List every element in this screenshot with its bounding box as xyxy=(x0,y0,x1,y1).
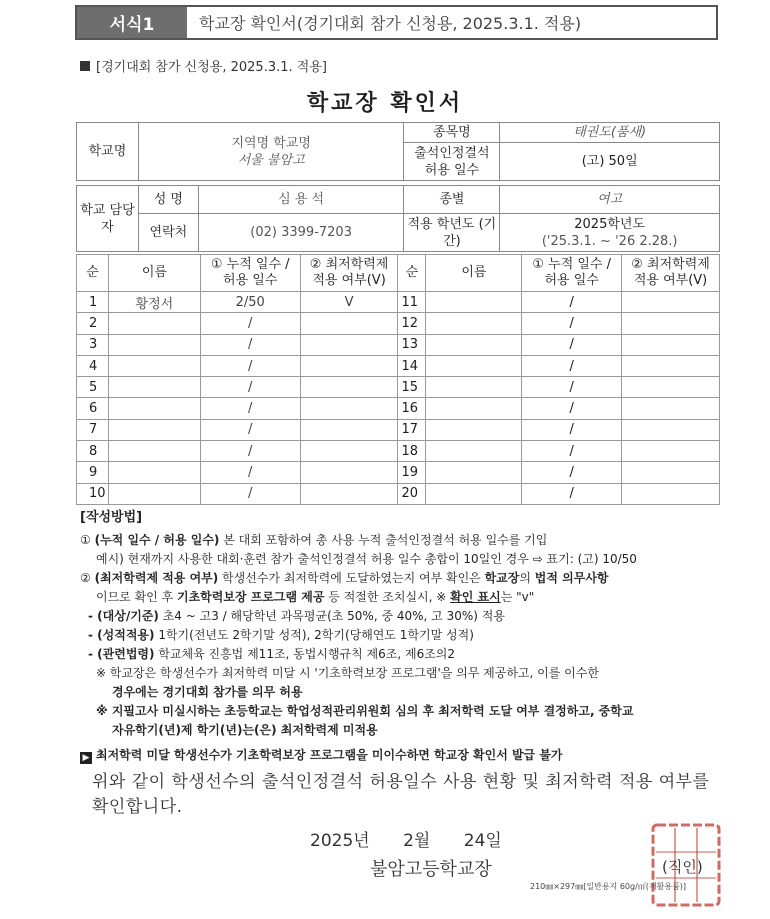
row-name2 xyxy=(426,313,522,334)
row-min xyxy=(300,483,398,504)
event-value: 태권도(품새) xyxy=(500,123,720,143)
row-no: 4 xyxy=(77,355,109,376)
row-no2: 17 xyxy=(398,419,426,440)
i2-bold-b: 학교장 xyxy=(484,571,520,585)
b3-bold: - (관련법령) xyxy=(88,647,155,661)
i2-l2-b: 등 적절한 조치실시, ※ xyxy=(324,590,451,604)
row-days: / xyxy=(200,398,300,419)
subheading-text: [경기대회 참가 신청용, 2025.3.1. 적용] xyxy=(96,60,327,75)
row-no: 8 xyxy=(77,441,109,462)
row-min2 xyxy=(622,334,720,355)
instruction-2 xyxy=(80,569,720,588)
row-name xyxy=(108,313,200,334)
row-days: / xyxy=(200,462,300,483)
table-row xyxy=(77,377,720,398)
date-month: 2월 xyxy=(403,831,431,851)
col-no2-header: 순 xyxy=(398,255,426,292)
year-label: 적용 학년도 (기간) xyxy=(404,214,500,252)
row-no2: 14 xyxy=(398,355,426,376)
row-name2 xyxy=(426,462,522,483)
instruction-1-example: 예시) 현재까지 사용한 대회·훈련 참가 출석인정결석 허용 일수 총합이 10일인 경우 ⇨ 표기: (고) 10/50 xyxy=(96,552,637,566)
row-days2: / xyxy=(522,483,622,504)
row-days2: / xyxy=(522,441,622,462)
num-1: ① xyxy=(80,533,91,547)
b2-text: 1학기(전년도 2학기말 성적), 2학기(당해연도 1학기말 성적) xyxy=(154,628,474,642)
school-cell xyxy=(138,123,404,181)
date-line xyxy=(310,826,530,851)
row-days2: / xyxy=(522,377,622,398)
col-min2-header: ② 최저학력제 적용 여부(V) xyxy=(622,255,720,292)
seal-label: (직인) xyxy=(662,858,703,876)
attendance-label: 출석인정결석 허용 일수 xyxy=(404,143,500,181)
row-min xyxy=(300,334,398,355)
row-name xyxy=(108,441,200,462)
row-no: 9 xyxy=(77,462,109,483)
col-min-header: ② 최저학력제 적용 여부(V) xyxy=(300,255,398,292)
date-day: 24일 xyxy=(463,831,502,851)
row-days2: / xyxy=(522,313,622,334)
row-name xyxy=(108,398,200,419)
row-no: 3 xyxy=(77,334,109,355)
i2-text-a: 학생선수가 최저학력에 도달하였는지 여부 확인은 xyxy=(218,571,485,585)
row-min xyxy=(300,377,398,398)
name-label: 성 명 xyxy=(138,186,198,214)
row-days: / xyxy=(200,419,300,440)
attendance-value: (고) 50일 xyxy=(500,143,720,181)
row-no2: 15 xyxy=(398,377,426,398)
year-value: 2025학년도 xyxy=(574,216,646,232)
instruction-2-line2 xyxy=(80,588,720,607)
row-days2: / xyxy=(522,462,622,483)
row-min2 xyxy=(622,292,720,313)
row-no2: 16 xyxy=(398,398,426,419)
paper-note: 210㎜×297㎜[일반용지 60g/㎡(재활용품)] xyxy=(530,882,687,891)
i2-l2-c: 는 "v" xyxy=(500,590,535,604)
note-2-line2: 자유학기(년)제 학기(년)는(은) 최저학력제 미적용 xyxy=(112,723,378,737)
warning-line xyxy=(80,746,720,765)
row-min2 xyxy=(622,398,720,419)
b1-text: 초4 ~ 고3 / 해당학년 과목평균(초 50%, 중 40%, 고 30%) 적용 xyxy=(158,609,505,623)
row-name: 황정서 xyxy=(108,292,200,313)
row-days: 2/50 xyxy=(200,292,300,313)
form-header xyxy=(75,5,718,40)
row-days: / xyxy=(200,355,300,376)
contact-label: 연락처 xyxy=(138,214,198,252)
row-no2: 20 xyxy=(398,483,426,504)
col-days2-header: ① 누적 일수 / 허용 일수 xyxy=(522,255,622,292)
i1-text: 본 대회 포함하여 총 사용 누적 출석인정결석 허용 일수를 기입 xyxy=(219,533,548,547)
row-name2 xyxy=(426,292,522,313)
row-days: / xyxy=(200,334,300,355)
row-days: / xyxy=(200,441,300,462)
roster-table xyxy=(76,254,720,505)
school-value: 서울 불암고 xyxy=(237,152,305,168)
row-no: 5 xyxy=(77,377,109,398)
row-name xyxy=(108,462,200,483)
row-min2 xyxy=(622,462,720,483)
row-days2: / xyxy=(522,355,622,376)
row-days2: / xyxy=(522,292,622,313)
table-row xyxy=(77,313,720,334)
table-row xyxy=(77,441,720,462)
i2-l2-a: 이므로 확인 후 xyxy=(96,590,177,604)
row-name xyxy=(108,334,200,355)
row-no2: 19 xyxy=(398,462,426,483)
info-table xyxy=(76,122,720,252)
instructions-heading: [작성방법] xyxy=(80,510,143,525)
row-min xyxy=(300,441,398,462)
form-tag: 서식1 xyxy=(77,7,187,38)
row-min2 xyxy=(622,483,720,504)
i1-bold: (누적 일수 / 허용 일수) xyxy=(94,533,220,547)
table-row xyxy=(77,462,720,483)
warning-text: 최저학력 미달 학생선수가 기초학력보장 프로그램을 미이수하면 학교장 확인서 발급 불가 xyxy=(96,748,563,762)
row-min xyxy=(300,313,398,334)
note-1-line1: ※ 학교장은 학생선수가 최저학력 미달 시 '기초학력보장 프로그램'을 의무 제공하고, 이를 이수한 xyxy=(96,666,599,680)
col-days-header: ① 누적 일수 / 허용 일수 xyxy=(200,255,300,292)
b3-text: 학교체육 진흥법 제11조, 동법시행규칙 제6조, 제6조의2 xyxy=(154,647,456,661)
period-value: ('25.3.1. ~ '26 2.28.) xyxy=(541,233,678,249)
row-no2: 11 xyxy=(398,292,426,313)
table-row xyxy=(77,419,720,440)
year-cell xyxy=(500,214,720,252)
school-sub-label: 지역명 학교명 xyxy=(231,135,311,151)
row-no2: 12 xyxy=(398,313,426,334)
note-2-line1: ※ 지필고사 미실시하는 초등학교는 학업성적관리위원회 심의 후 최저학력 도달 여부 결정하고, 중학교 xyxy=(96,704,634,718)
event-label: 종목명 xyxy=(404,123,500,143)
row-min xyxy=(300,355,398,376)
row-min2 xyxy=(622,441,720,462)
row-min2 xyxy=(622,377,720,398)
row-no: 7 xyxy=(77,419,109,440)
gender-label: 종별 xyxy=(404,186,500,214)
row-name2 xyxy=(426,334,522,355)
b2-bold: - (성적적용) xyxy=(88,628,155,642)
row-min: V xyxy=(300,292,398,313)
num-2: ② xyxy=(80,571,91,585)
contact-value: (02) 3399-7203 xyxy=(198,214,404,252)
row-name xyxy=(108,419,200,440)
row-min2 xyxy=(622,355,720,376)
i2-bold: (최저학력제 적용 여부) xyxy=(94,571,219,585)
row-min xyxy=(300,419,398,440)
manager-label: 학교 담당자 xyxy=(77,186,139,252)
bullet-grades xyxy=(80,626,720,645)
i2-bold-d: 법적 의무사항 xyxy=(534,571,609,585)
name-value: 심 용 석 xyxy=(198,186,404,214)
row-name xyxy=(108,483,200,504)
row-name2 xyxy=(426,377,522,398)
b1-bold: - (대상/기준) xyxy=(88,609,159,623)
table-row xyxy=(77,483,720,504)
row-no: 6 xyxy=(77,398,109,419)
row-name2 xyxy=(426,483,522,504)
subheading xyxy=(80,56,327,75)
i2-l2-bold: 기초학력보장 프로그램 제공 xyxy=(177,590,325,604)
row-min2 xyxy=(622,313,720,334)
arrow-box-icon: ▶ xyxy=(80,752,92,764)
signer: 불암고등학교장 xyxy=(370,859,492,880)
table-row xyxy=(77,398,720,419)
row-min xyxy=(300,462,398,483)
document-title: 학교장 확인서 xyxy=(306,91,464,116)
square-bullet-icon xyxy=(80,61,90,71)
row-min xyxy=(300,398,398,419)
row-no: 1 xyxy=(77,292,109,313)
col-no-header: 순 xyxy=(77,255,109,292)
gender-value: 여고 xyxy=(500,186,720,214)
row-name2 xyxy=(426,441,522,462)
table-row xyxy=(77,334,720,355)
table-row xyxy=(77,292,720,313)
row-no: 2 xyxy=(77,313,109,334)
instructions xyxy=(80,508,720,765)
row-name2 xyxy=(426,398,522,419)
confirm-text: 위와 같이 학생선수의 출석인정결석 허용일수 사용 현황 및 최저학력 적용 여부를 확인합니다. xyxy=(92,772,710,817)
row-min2 xyxy=(622,419,720,440)
school-label: 학교명 xyxy=(77,123,139,181)
bullet-laws xyxy=(80,645,720,664)
i2-text-c: 의 xyxy=(519,571,535,585)
row-name2 xyxy=(426,419,522,440)
roster-header-row xyxy=(77,255,720,292)
instruction-1 xyxy=(80,531,720,550)
row-days: / xyxy=(200,483,300,504)
row-no2: 13 xyxy=(398,334,426,355)
row-name xyxy=(108,377,200,398)
note-1-line2: 경우에는 경기대회 참가를 의무 허용 xyxy=(112,685,303,699)
row-days2: / xyxy=(522,398,622,419)
row-no2: 18 xyxy=(398,441,426,462)
date-year: 2025년 xyxy=(310,831,370,851)
row-no: 10 xyxy=(77,483,109,504)
col-name2-header: 이름 xyxy=(426,255,522,292)
row-days: / xyxy=(200,313,300,334)
bullet-target xyxy=(80,607,720,626)
row-days2: / xyxy=(522,419,622,440)
i2-l2-mark: 확인 표시 xyxy=(450,590,501,604)
row-name xyxy=(108,355,200,376)
row-days2: / xyxy=(522,334,622,355)
row-days: / xyxy=(200,377,300,398)
row-name2 xyxy=(426,355,522,376)
form-header-title: 학교장 확인서(경기대회 참가 신청용, 2025.3.1. 적용) xyxy=(199,14,582,33)
table-row xyxy=(77,355,720,376)
col-name-header: 이름 xyxy=(108,255,200,292)
